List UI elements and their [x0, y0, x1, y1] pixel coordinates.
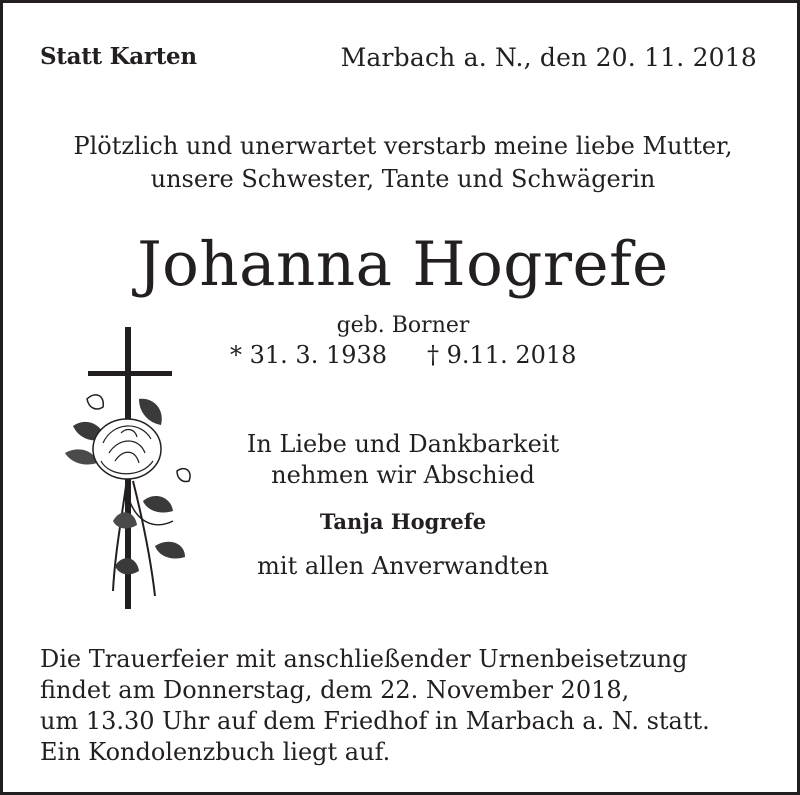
notice-line-3: um 13.30 Uhr auf dem Friedhof in Marbach a. N. statt.	[40, 707, 710, 735]
notice-line-2: findet am Donnerstag, dem 22. November 2018,	[40, 676, 630, 704]
deceased-name: Johanna Hogrefe	[137, 229, 669, 300]
death-date: † 9.11. 2018	[427, 341, 577, 369]
birth-date: * 31. 3. 1938	[230, 341, 388, 369]
farewell-line-1: In Liebe und Dankbarkeit	[246, 430, 560, 458]
maiden-name: geb. Borner	[336, 313, 470, 338]
signer-name: Tanja Hogrefe	[319, 509, 487, 534]
notice-line-4: Ein Kondolenzbuch liegt auf.	[40, 738, 391, 766]
header-statt-karten: Statt Karten	[40, 43, 197, 70]
intro-line-2: unsere Schwester, Tante und Schwägerin	[150, 165, 656, 193]
notice-line-1: Die Trauerfeier mit anschließender Urnenbeisetzung	[40, 645, 688, 673]
header-place-date: Marbach a. N., den 20. 11. 2018	[340, 43, 757, 72]
farewell-line-2: nehmen wir Abschied	[271, 461, 535, 489]
relatives-line: mit allen Anverwandten	[257, 552, 549, 580]
intro-line-1: Plötzlich und unerwartet verstarb meine liebe Mutter,	[73, 132, 733, 160]
